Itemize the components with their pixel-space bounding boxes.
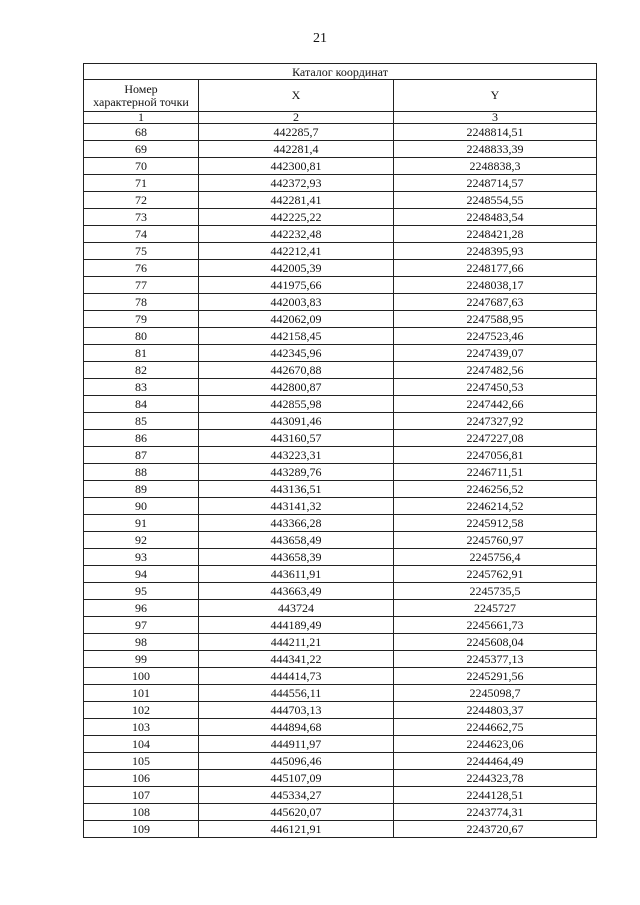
- point-number-cell: 93: [84, 549, 199, 566]
- y-coordinate-cell: 2248395,93: [394, 243, 597, 260]
- y-coordinate-cell: 2247588,95: [394, 311, 597, 328]
- y-coordinate-cell: 2246711,51: [394, 464, 597, 481]
- point-number-cell: 74: [84, 226, 199, 243]
- x-coordinate-cell: 444341,22: [199, 651, 394, 668]
- y-coordinate-cell: 2244662,75: [394, 719, 597, 736]
- y-coordinate-cell: 2248177,66: [394, 260, 597, 277]
- table-row: [84, 702, 597, 719]
- table-row: [84, 294, 597, 311]
- table-row: [84, 668, 597, 685]
- x-coordinate-cell: 442300,81: [199, 158, 394, 175]
- point-number-cell: 96: [84, 600, 199, 617]
- point-number-header-line1: Номер: [124, 81, 158, 96]
- point-number-cell: 100: [84, 668, 199, 685]
- x-coordinate-cell: 445096,46: [199, 753, 394, 770]
- y-coordinate-cell: 2247482,56: [394, 362, 597, 379]
- y-coordinate-cell: 2243720,67: [394, 821, 597, 838]
- y-coordinate-cell: 2243774,31: [394, 804, 597, 821]
- x-coordinate-cell: 443658,49: [199, 532, 394, 549]
- table-row: [84, 396, 597, 413]
- y-coordinate-cell: 2248421,28: [394, 226, 597, 243]
- table-row: [84, 736, 597, 753]
- table-row: [84, 379, 597, 396]
- point-number-cell: 75: [84, 243, 199, 260]
- x-coordinate-cell: 445620,07: [199, 804, 394, 821]
- point-number-cell: 79: [84, 311, 199, 328]
- point-number-cell: 107: [84, 787, 199, 804]
- point-number-cell: 95: [84, 583, 199, 600]
- table-row: [84, 634, 597, 651]
- y-coordinate-cell: 2245661,73: [394, 617, 597, 634]
- point-number-cell: 92: [84, 532, 199, 549]
- y-coordinate-cell: 2245760,97: [394, 532, 597, 549]
- table-row: [84, 311, 597, 328]
- y-coordinate-cell: 2245098,7: [394, 685, 597, 702]
- y-coordinate-cell: 2245735,5: [394, 583, 597, 600]
- table-row: [84, 617, 597, 634]
- x-coordinate-cell: 442003,83: [199, 294, 394, 311]
- y-coordinate-cell: 2247327,92: [394, 413, 597, 430]
- x-coordinate-cell: 442281,41: [199, 192, 394, 209]
- point-number-cell: 94: [84, 566, 199, 583]
- point-number-header: [84, 80, 199, 112]
- x-coordinate-cell: 443141,32: [199, 498, 394, 515]
- y-coordinate-cell: 2248483,54: [394, 209, 597, 226]
- point-number-cell: 69: [84, 141, 199, 158]
- x-coordinate-cell: 443160,57: [199, 430, 394, 447]
- y-coordinate-cell: 2245912,58: [394, 515, 597, 532]
- point-number-cell: 104: [84, 736, 199, 753]
- table-row: [84, 821, 597, 838]
- point-number-cell: 99: [84, 651, 199, 668]
- y-coordinate-cell: 2245608,04: [394, 634, 597, 651]
- x-coordinate-cell: 442670,88: [199, 362, 394, 379]
- x-coordinate-cell: 442800,87: [199, 379, 394, 396]
- table-row: [84, 787, 597, 804]
- y-coordinate-cell: 2244464,49: [394, 753, 597, 770]
- table-row: [84, 328, 597, 345]
- y-coordinate-cell: 2246214,52: [394, 498, 597, 515]
- column-number-1: 1: [84, 112, 199, 124]
- x-coordinate-cell: 443136,51: [199, 481, 394, 498]
- table-row: [84, 753, 597, 770]
- point-number-cell: 85: [84, 413, 199, 430]
- x-coordinate-cell: 444414,73: [199, 668, 394, 685]
- table-row: [84, 685, 597, 702]
- table-title: Каталог координат: [84, 64, 597, 80]
- x-coordinate-cell: 443223,31: [199, 447, 394, 464]
- table-row: [84, 566, 597, 583]
- table-row: [84, 770, 597, 787]
- x-coordinate-cell: 442232,48: [199, 226, 394, 243]
- point-number-cell: 77: [84, 277, 199, 294]
- x-coordinate-cell: 444211,21: [199, 634, 394, 651]
- y-coordinate-cell: 2247439,07: [394, 345, 597, 362]
- table-row: [84, 515, 597, 532]
- table-body: [84, 124, 597, 838]
- point-number-header-line2: характерной точки: [93, 94, 189, 109]
- x-coordinate-cell: 442158,45: [199, 328, 394, 345]
- point-number-cell: 91: [84, 515, 199, 532]
- y-coordinate-cell: 2245291,56: [394, 668, 597, 685]
- table-row: [84, 175, 597, 192]
- x-coordinate-cell: 442005,39: [199, 260, 394, 277]
- table-row: [84, 549, 597, 566]
- point-number-cell: 78: [84, 294, 199, 311]
- x-coordinate-cell: 443724: [199, 600, 394, 617]
- point-number-cell: 86: [84, 430, 199, 447]
- point-number-cell: 108: [84, 804, 199, 821]
- point-number-cell: 82: [84, 362, 199, 379]
- table-row: [84, 804, 597, 821]
- y-coordinate-cell: 2247450,53: [394, 379, 597, 396]
- point-number-cell: 88: [84, 464, 199, 481]
- x-coordinate-cell: 442062,09: [199, 311, 394, 328]
- point-number-cell: 84: [84, 396, 199, 413]
- point-number-cell: 80: [84, 328, 199, 345]
- x-coordinate-cell: 444703,13: [199, 702, 394, 719]
- x-coordinate-cell: 443289,76: [199, 464, 394, 481]
- table-row: [84, 651, 597, 668]
- x-coordinate-cell: 442372,93: [199, 175, 394, 192]
- point-number-cell: 76: [84, 260, 199, 277]
- y-coordinate-cell: 2248814,51: [394, 124, 597, 141]
- x-coordinate-cell: 443091,46: [199, 413, 394, 430]
- table-row: [84, 277, 597, 294]
- point-number-cell: 71: [84, 175, 199, 192]
- y-coordinate-cell: 2248554,55: [394, 192, 597, 209]
- y-coordinate-cell: 2248038,17: [394, 277, 597, 294]
- y-header: Y: [394, 80, 597, 112]
- x-coordinate-cell: 443658,39: [199, 549, 394, 566]
- table-row: [84, 583, 597, 600]
- y-coordinate-cell: 2244128,51: [394, 787, 597, 804]
- table-row: [84, 124, 597, 141]
- x-coordinate-cell: 445334,27: [199, 787, 394, 804]
- point-number-cell: 103: [84, 719, 199, 736]
- coordinate-catalog-table: [83, 63, 597, 838]
- point-number-cell: 68: [84, 124, 199, 141]
- point-number-cell: 73: [84, 209, 199, 226]
- column-number-2: 2: [199, 112, 394, 124]
- point-number-cell: 89: [84, 481, 199, 498]
- x-coordinate-cell: 444189,49: [199, 617, 394, 634]
- x-coordinate-cell: 445107,09: [199, 770, 394, 787]
- y-coordinate-cell: 2245756,4: [394, 549, 597, 566]
- y-coordinate-cell: 2247687,63: [394, 294, 597, 311]
- table-row: [84, 260, 597, 277]
- table-row: [84, 243, 597, 260]
- table-row: [84, 141, 597, 158]
- y-coordinate-cell: 2246256,52: [394, 481, 597, 498]
- x-coordinate-cell: 444911,97: [199, 736, 394, 753]
- table-row: [84, 464, 597, 481]
- y-coordinate-cell: 2248838,3: [394, 158, 597, 175]
- page-number: 21: [313, 31, 327, 46]
- x-coordinate-cell: 444556,11: [199, 685, 394, 702]
- table-row: [84, 719, 597, 736]
- point-number-cell: 70: [84, 158, 199, 175]
- table-row: [84, 209, 597, 226]
- y-coordinate-cell: 2245727: [394, 600, 597, 617]
- point-number-cell: 97: [84, 617, 199, 634]
- x-header: X: [199, 80, 394, 112]
- y-coordinate-cell: 2247056,81: [394, 447, 597, 464]
- table-row: [84, 532, 597, 549]
- y-coordinate-cell: 2244623,06: [394, 736, 597, 753]
- table-row: [84, 413, 597, 430]
- x-coordinate-cell: 442281,4: [199, 141, 394, 158]
- y-coordinate-cell: 2245377,13: [394, 651, 597, 668]
- y-coordinate-cell: 2248714,57: [394, 175, 597, 192]
- table-row: [84, 600, 597, 617]
- point-number-cell: 105: [84, 753, 199, 770]
- point-number-cell: 101: [84, 685, 199, 702]
- x-coordinate-cell: 442345,96: [199, 345, 394, 362]
- table-row: [84, 226, 597, 243]
- x-coordinate-cell: 443366,28: [199, 515, 394, 532]
- x-coordinate-cell: 442212,41: [199, 243, 394, 260]
- y-coordinate-cell: 2247523,46: [394, 328, 597, 345]
- point-number-cell: 90: [84, 498, 199, 515]
- y-coordinate-cell: 2248833,39: [394, 141, 597, 158]
- x-coordinate-cell: 444894,68: [199, 719, 394, 736]
- table-row: [84, 362, 597, 379]
- x-coordinate-cell: 442225,22: [199, 209, 394, 226]
- x-coordinate-cell: 442855,98: [199, 396, 394, 413]
- point-number-cell: 98: [84, 634, 199, 651]
- x-coordinate-cell: 443663,49: [199, 583, 394, 600]
- y-coordinate-cell: 2244323,78: [394, 770, 597, 787]
- table-row: [84, 158, 597, 175]
- point-number-cell: 87: [84, 447, 199, 464]
- table-row: [84, 345, 597, 362]
- x-coordinate-cell: 443611,91: [199, 566, 394, 583]
- point-number-cell: 106: [84, 770, 199, 787]
- point-number-cell: 109: [84, 821, 199, 838]
- column-number-3: 3: [394, 112, 597, 124]
- point-number-cell: 72: [84, 192, 199, 209]
- x-coordinate-cell: 446121,91: [199, 821, 394, 838]
- table-row: [84, 447, 597, 464]
- table-row: [84, 498, 597, 515]
- table-row: [84, 430, 597, 447]
- x-coordinate-cell: 441975,66: [199, 277, 394, 294]
- y-coordinate-cell: 2244803,37: [394, 702, 597, 719]
- y-coordinate-cell: 2247442,66: [394, 396, 597, 413]
- y-coordinate-cell: 2245762,91: [394, 566, 597, 583]
- y-coordinate-cell: 2247227,08: [394, 430, 597, 447]
- x-coordinate-cell: 442285,7: [199, 124, 394, 141]
- point-number-cell: 81: [84, 345, 199, 362]
- table-row: [84, 481, 597, 498]
- point-number-cell: 102: [84, 702, 199, 719]
- table-row: [84, 192, 597, 209]
- point-number-cell: 83: [84, 379, 199, 396]
